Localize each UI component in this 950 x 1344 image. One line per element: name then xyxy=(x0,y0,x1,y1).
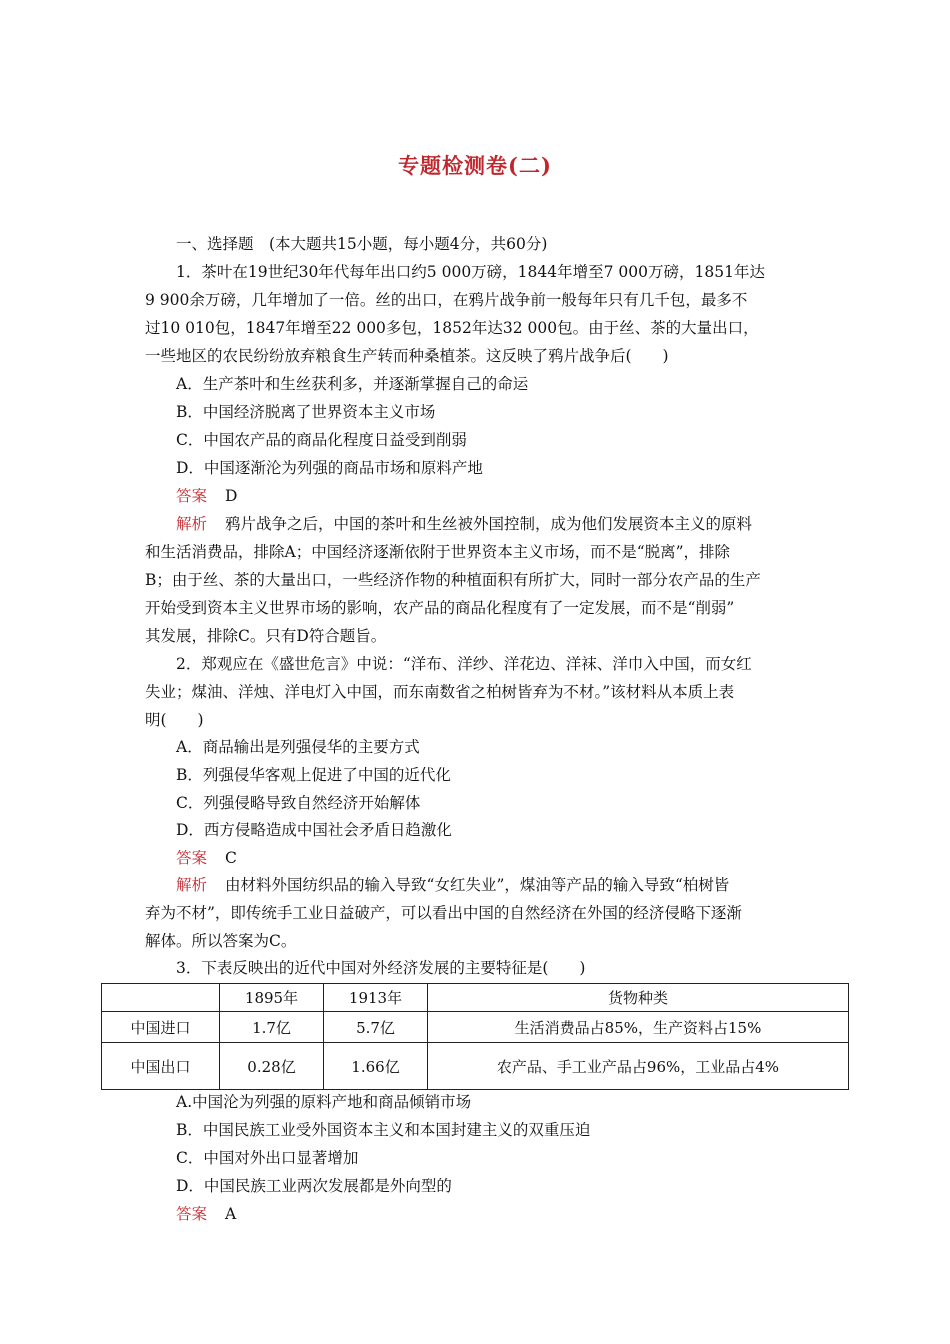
table-header-cell: 1895年 xyxy=(220,984,324,1012)
answer-value: A xyxy=(225,1205,237,1223)
q1-option-a: A．生产茶叶和生丝获利多，并逐渐掌握自己的命运 xyxy=(176,375,529,393)
q2-option-b: B．列强侵华客观上促进了中国的近代化 xyxy=(176,766,451,784)
page-title: 专题检测卷(二) xyxy=(398,153,552,178)
q2-answer xyxy=(176,846,237,868)
q2-option-d: D．西方侵略造成中国社会矛盾日趋激化 xyxy=(176,821,452,839)
answer-label: 答案 xyxy=(176,849,208,867)
q1-analysis-line-2: 和生活消费品，排除A；中国经济逐渐依附于世界资本主义市场，而不是“脱离”，排除 xyxy=(145,543,731,561)
q3-answer xyxy=(176,1202,236,1224)
q1-option-b: B．中国经济脱离了世界资本主义市场 xyxy=(176,403,436,421)
table-row xyxy=(102,1012,849,1043)
table-header-cell: 1913年 xyxy=(324,984,428,1012)
q1-stem-line-4: 一些地区的农民纷纷放弃粮食生产转而种桑植茶。这反映了鸦片战争后( ) xyxy=(145,347,669,365)
q1-stem-line-2: 9 900余万磅，几年增加了一倍。丝的出口，在鸦片战争前一般每年只有几千包，最多不 xyxy=(145,291,748,309)
answer-value: C xyxy=(225,849,237,867)
q1-stem-line-1: 1．茶叶在19世纪30年代每年出口约5 000万磅，1844年增至7 000万磅，1851年达 xyxy=(176,263,765,281)
analysis-label: 解析 xyxy=(176,515,208,533)
q2-option-c: C．列强侵略导致自然经济开始解体 xyxy=(176,794,421,812)
table-cell: 中国进口 xyxy=(102,1012,220,1043)
table-cell: 1.7亿 xyxy=(220,1012,324,1043)
section-header: 一、选择题 (本大题共15小题，每小题4分，共60分) xyxy=(176,235,548,253)
q3-data-table xyxy=(101,983,849,1090)
analysis-text: 由材料外国纺织品的输入导致“女红失业”，煤油等产品的输入导致“柏树皆 xyxy=(225,876,730,894)
q3-option-c: C．中国对外出口显著增加 xyxy=(176,1149,359,1167)
table-cell: 中国出口 xyxy=(102,1043,220,1090)
analysis-text: 鸦片战争之后，中国的茶叶和生丝被外国控制，成为他们发展资本主义的原料 xyxy=(225,515,753,533)
q1-option-d: D．中国逐渐沦为列强的商品市场和原料产地 xyxy=(176,459,483,477)
table-header-cell: 货物种类 xyxy=(428,984,849,1012)
table-header-row xyxy=(102,984,849,1012)
table-cell: 5.7亿 xyxy=(324,1012,428,1043)
q3-option-a: A.中国沦为列强的原料产地和商品倾销市场 xyxy=(176,1093,472,1111)
q2-analysis-line-2: 弃为不材”，即传统手工业日益破产，可以看出中国的自然经济在外国的经济侵略下逐渐 xyxy=(145,904,742,922)
table-cell: 0.28亿 xyxy=(220,1043,324,1090)
table-row xyxy=(102,1043,849,1090)
q1-option-c: C．中国农产品的商品化程度日益受到削弱 xyxy=(176,431,467,449)
q2-stem-line-2: 失业；煤油、洋烛、洋电灯入中国，而东南数省之柏树皆弃为不材。”该材料从本质上表 xyxy=(145,683,735,701)
q2-stem-line-1: 2．郑观应在《盛世危言》中说：“洋布、洋纱、洋花边、洋袜、洋巾入中国，而女红 xyxy=(176,655,752,673)
q3-option-d: D．中国民族工业两次发展都是外向型的 xyxy=(176,1177,452,1195)
table-header-cell xyxy=(102,984,220,1012)
q1-analysis-line-4: 开始受到资本主义世界市场的影响，农产品的商品化程度有了一定发展，而不是“削弱” xyxy=(145,599,735,617)
q2-stem-line-3: 明( ) xyxy=(145,711,204,729)
table-cell: 农产品、手工业产品占96%，工业品占4% xyxy=(428,1043,849,1090)
answer-label: 答案 xyxy=(176,1205,208,1223)
q1-analysis-line-3: B；由于丝、茶的大量出口，一些经济作物的种植面积有所扩大，同时一部分农产品的生产 xyxy=(145,571,761,589)
q2-analysis-first xyxy=(176,873,729,895)
analysis-label: 解析 xyxy=(176,876,208,894)
q1-analysis-first xyxy=(176,512,752,534)
answer-label: 答案 xyxy=(176,487,208,505)
answer-value: D xyxy=(225,487,238,505)
table-cell: 1.66亿 xyxy=(324,1043,428,1090)
q2-analysis-line-3: 解体。所以答案为C。 xyxy=(145,932,297,950)
table-cell: 生活消费品占85%，生产资料占15% xyxy=(428,1012,849,1043)
q2-option-a: A．商品输出是列强侵华的主要方式 xyxy=(176,738,420,756)
q1-answer xyxy=(176,484,237,506)
q1-analysis-line-5: 其发展，排除C。只有D符合题旨。 xyxy=(145,627,387,645)
q1-stem-line-3: 过10 010包，1847年增至22 000多包，1852年达32 000包。由于丝、茶的大量出口， xyxy=(145,319,759,337)
q3-option-b: B．中国民族工业受外国资本主义和本国封建主义的双重压迫 xyxy=(176,1121,591,1139)
q3-stem: 3．下表反映出的近代中国对外经济发展的主要特征是( ) xyxy=(176,959,586,977)
